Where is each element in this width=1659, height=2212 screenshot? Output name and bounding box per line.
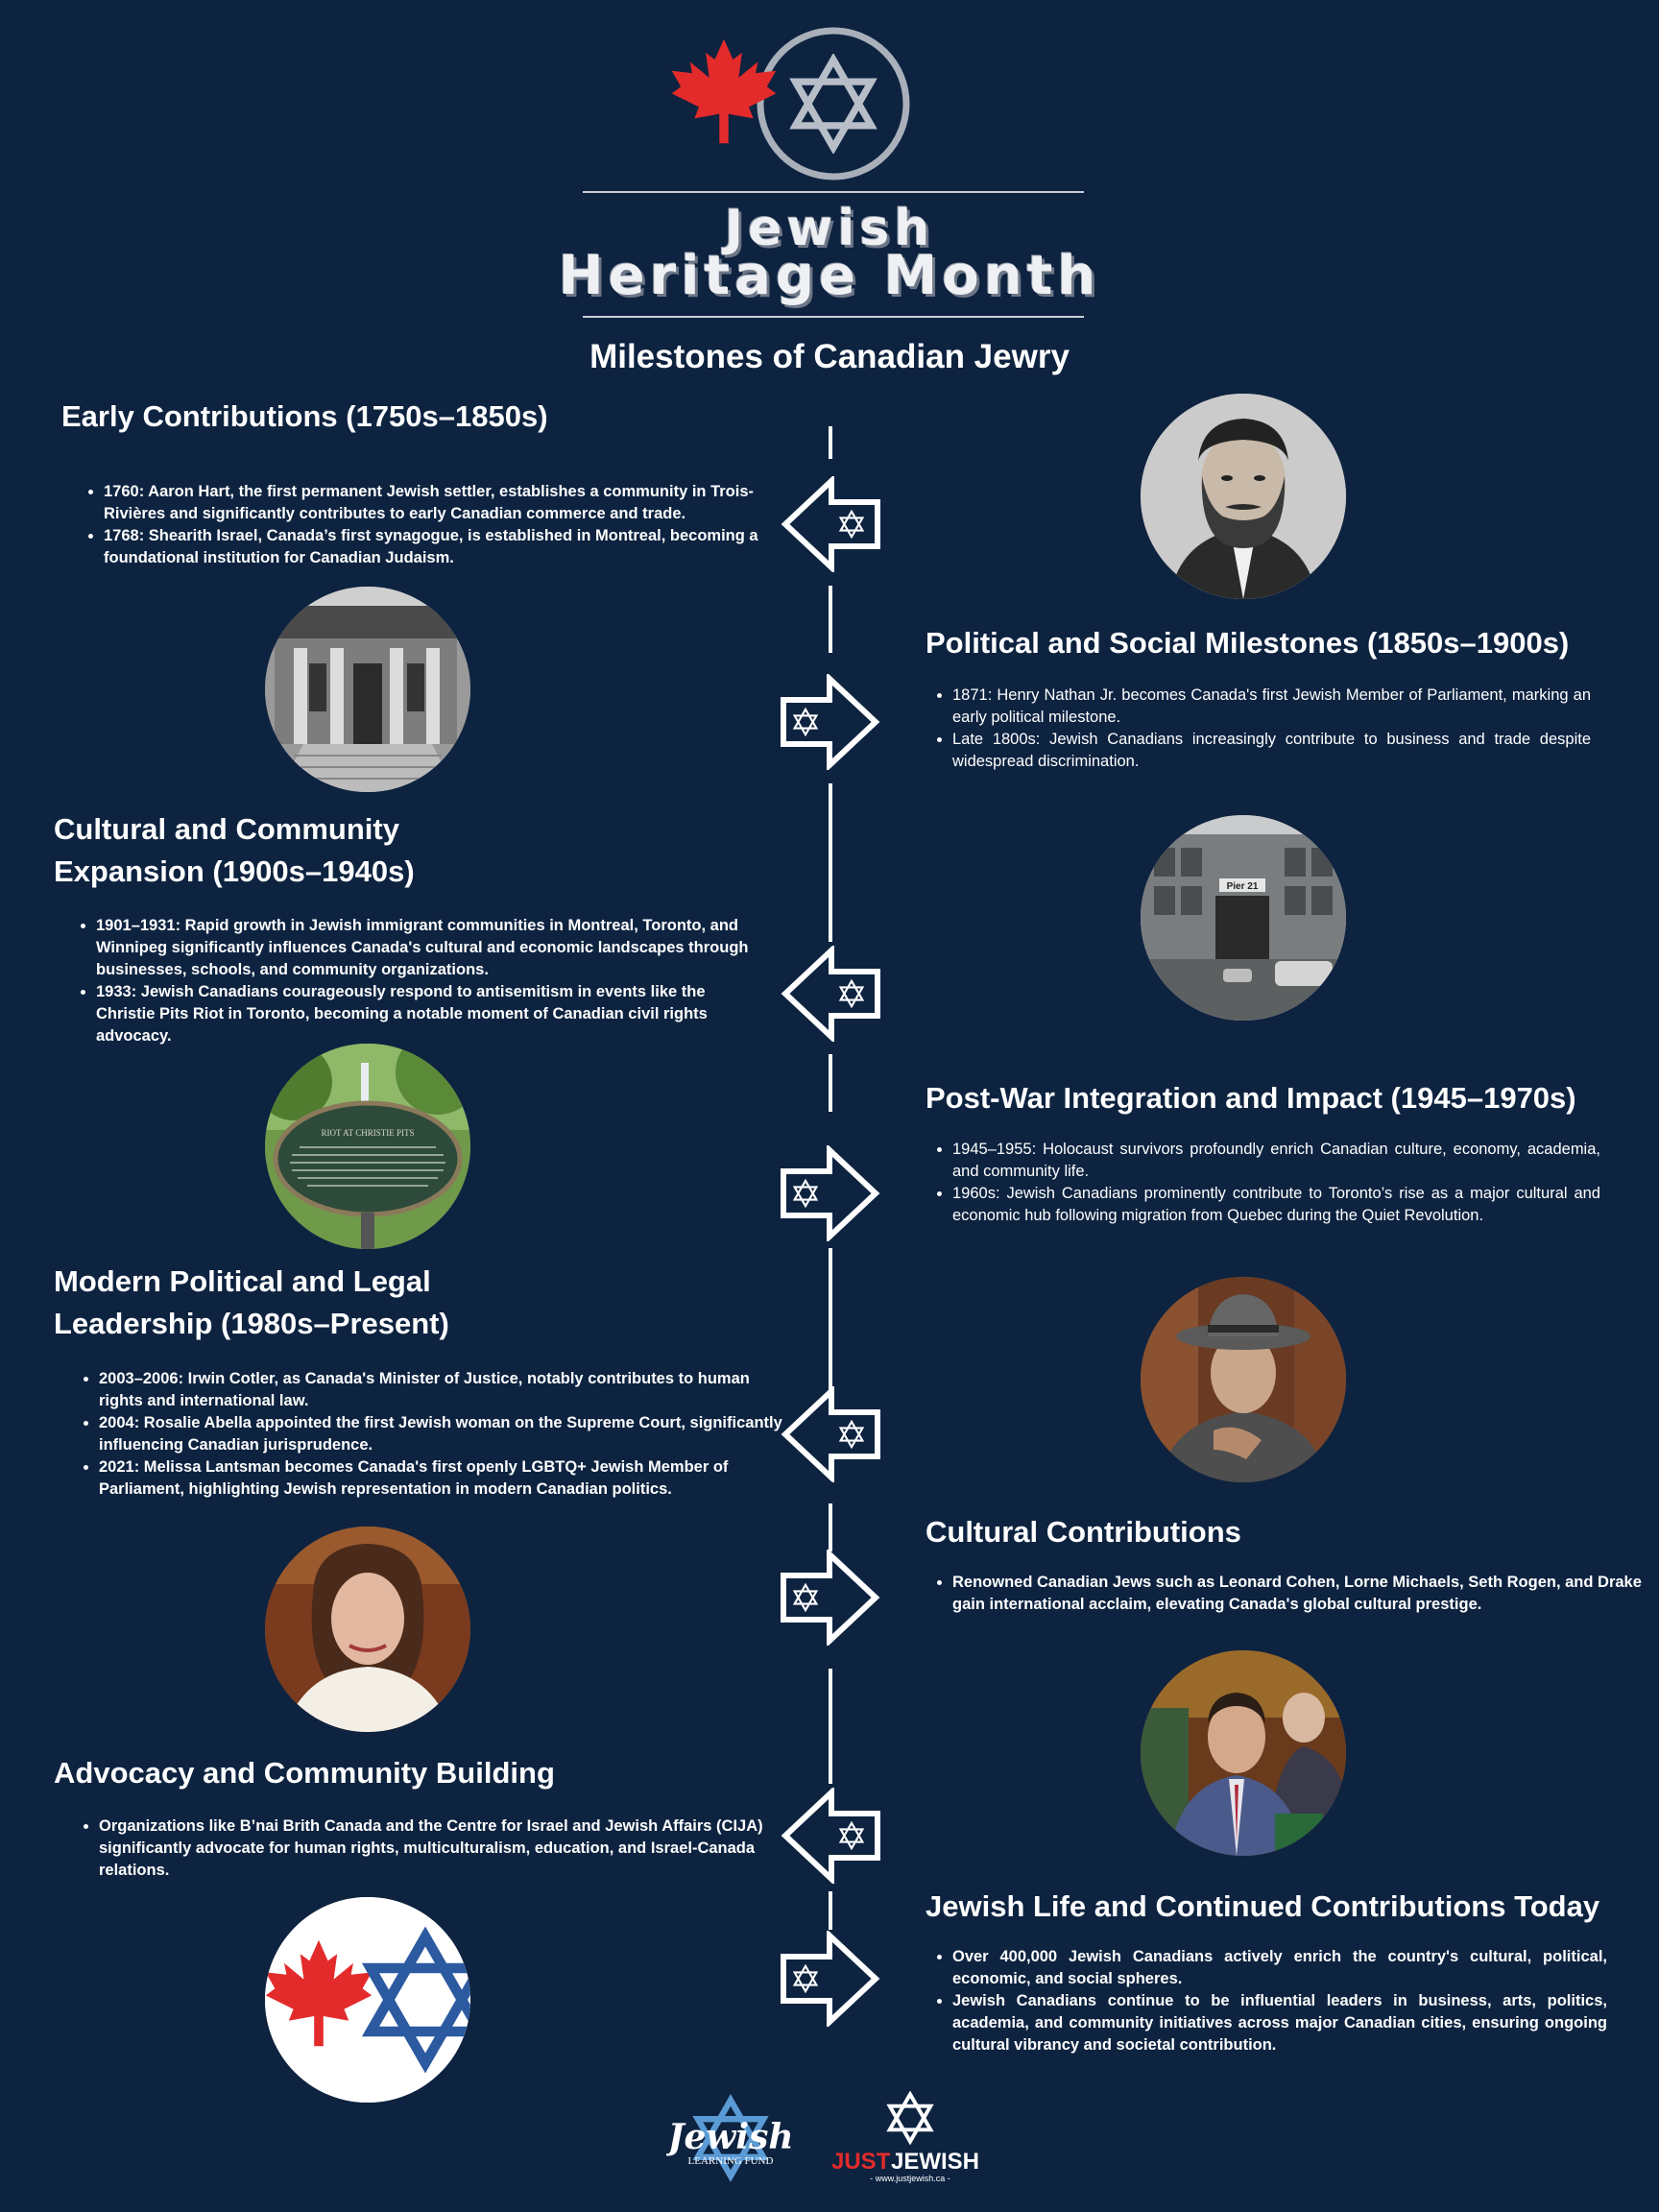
left-arrow-star-icon [780, 476, 881, 572]
logo1-sub: LEARNING FUND [687, 2155, 774, 2167]
timeline-line [829, 1503, 832, 1551]
portrait-photo-leonard-cohen [1141, 1277, 1346, 1482]
section-title-cultural-contributions: Cultural Contributions [926, 1515, 1241, 1549]
right-arrow-star-icon [780, 674, 881, 770]
portrait-photo-rosalie-abella [265, 1527, 470, 1732]
section-list-cultural-contributions [926, 1572, 1644, 1616]
header-rule-top [583, 191, 1084, 193]
timeline-line [829, 1248, 832, 1392]
title-line-1: Jewish [724, 200, 935, 257]
list-item: • 1760: Aaron Hart, the first permanent Jewish settler, establishes a community in Trois-Rivières and significantly contributes to early Canadian commerce and trade. [104, 481, 776, 525]
list-item: • 1901–1931: Rapid growth in Jewish immigrant communities in Montreal, Toronto, and Winnipeg significantly influences Canada's cultural and economic landscapes through businesses, schools, and community organizations. [96, 915, 768, 981]
section-title-jewish-life-today: Jewish Life and Continued Contributions Today [926, 1889, 1600, 1923]
list-item: • Over 400,000 Jewish Canadians actively enrich the country's cultural, political, economic, and social spheres. [952, 1946, 1607, 1990]
page-subtitle: Milestones of Canadian Jewry [589, 338, 1070, 375]
list-item: • 1933: Jewish Canadians courageously respond to antisemitism in events like the Christie Pits Riot in Toronto, becoming a notable moment of Canadian civil rights advocacy. [96, 981, 768, 1047]
left-arrow-star-icon [780, 946, 881, 1042]
logo2-just: JUST [831, 2149, 891, 2175]
section-title-early-contributions: Early Contributions (1750s–1850s) [61, 399, 548, 433]
section-title-modern-leadership [54, 1261, 449, 1345]
list-item: • 2003–2006: Irwin Cotler, as Canada's Minister of Justice, notably contributes to human rights and international law. [99, 1368, 788, 1412]
section-title-line: Modern Political and Legal [54, 1264, 431, 1298]
section-title-advocacy: Advocacy and Community Building [54, 1756, 555, 1790]
logo2-jewish: JEWISH [891, 2149, 980, 2175]
list-item: • Renowned Canadian Jews such as Leonard Cohen, Lorne Michaels, Seth Rogen, and Drake gain international acclaim, elevating Canada's global cultural prestige. [952, 1572, 1644, 1616]
list-item: • Late 1800s: Jewish Canadians increasingly contribute to business and trade despite widespread discrimination. [952, 729, 1591, 773]
logo1-word: Jewish [667, 2117, 794, 2157]
building-sign: Pier 21 [1226, 881, 1259, 892]
timeline-line [829, 426, 832, 459]
jewish-learning-fund-logo [666, 2093, 795, 2183]
christie-pits-plaque-photo [265, 1044, 470, 1249]
section-title-political-social: Political and Social Milestones (1850s–1900s) [926, 626, 1570, 660]
section-list-cultural-expansion [69, 915, 768, 1047]
list-item: • 2004: Rosalie Abella appointed the first Jewish woman on the Supreme Court, significantly influencing Canadian jurisprudence. [99, 1412, 788, 1456]
logo2-url: - www.justjewish.ca - [870, 2174, 950, 2183]
list-item: • 1871: Henry Nathan Jr. becomes Canada's first Jewish Member of Parliament, marking an early political milestone. [952, 685, 1591, 729]
list-item: • 1768: Shearith Israel, Canada’s first synagogue, is established in Montreal, becoming a foundational institution for Canadian Judaism. [104, 525, 776, 569]
list-item: • 1960s: Jewish Canadians prominently contribute to Toronto’s rise as a major cultural and economic hub following migration from Quebec during the Quiet Revolution. [952, 1183, 1600, 1227]
header-logo [662, 27, 912, 180]
timeline-line [829, 1054, 832, 1112]
timeline-line [829, 1669, 832, 1784]
section-title-line: Leadership (1980s–Present) [54, 1307, 449, 1340]
right-arrow-star-icon [780, 1931, 881, 2027]
section-list-political-social [926, 685, 1591, 773]
canada-israel-emblem [265, 1897, 470, 2103]
parliament-speaker-photo [1141, 1650, 1346, 1856]
list-item: • Organizations like B’nai Brith Canada and the Centre for Israel and Jewish Affairs (CIJA) significantly advocate for human rights, multiculturalism, education, and Israel-Canada relations. [99, 1815, 771, 1882]
section-title-cultural-expansion [54, 808, 415, 893]
list-item: • 1945–1955: Holocaust survivors profoundly enrich Canadian culture, economy, academia, and community life. [952, 1139, 1600, 1183]
plaque-title: RIOT AT CHRISTIE PITS [321, 1128, 415, 1138]
just-jewish-logo [828, 2091, 993, 2183]
list-item: • 2021: Melissa Lantsman becomes Canada's first openly LGBTQ+ Jewish Member of Parliament, highlighting Jewish representation in modern Canadian politics. [99, 1456, 788, 1501]
left-arrow-star-icon [780, 1386, 881, 1482]
left-arrow-star-icon [780, 1788, 881, 1884]
section-title-line: Cultural and Community [54, 812, 399, 846]
section-list-post-war [926, 1139, 1600, 1227]
section-title-post-war: Post-War Integration and Impact (1945–1970s) [926, 1081, 1576, 1115]
right-arrow-star-icon [780, 1550, 881, 1646]
timeline-line [829, 783, 832, 942]
section-list-early-contributions [77, 481, 776, 569]
list-item: • Jewish Canadians continue to be influential leaders in business, arts, politics, academia, and community initiatives across major Canadian cities, ensuring ongoing cultural vibrancy and societal contribution. [952, 1990, 1607, 2056]
right-arrow-star-icon [780, 1145, 881, 1241]
timeline-line [829, 1891, 832, 1930]
pier-21-building-photo [1141, 815, 1346, 1021]
title-line-2: Heritage Month [558, 245, 1101, 307]
timeline-line [829, 586, 832, 653]
section-list-advocacy [72, 1815, 771, 1882]
portrait-photo-aaron-hart [1141, 394, 1346, 599]
section-list-jewish-life-today [926, 1946, 1607, 2056]
synagogue-photo [265, 587, 470, 792]
section-title-line: Expansion (1900s–1940s) [54, 854, 415, 888]
section-list-modern-leadership [72, 1368, 788, 1501]
header-rule-bottom [583, 316, 1084, 318]
